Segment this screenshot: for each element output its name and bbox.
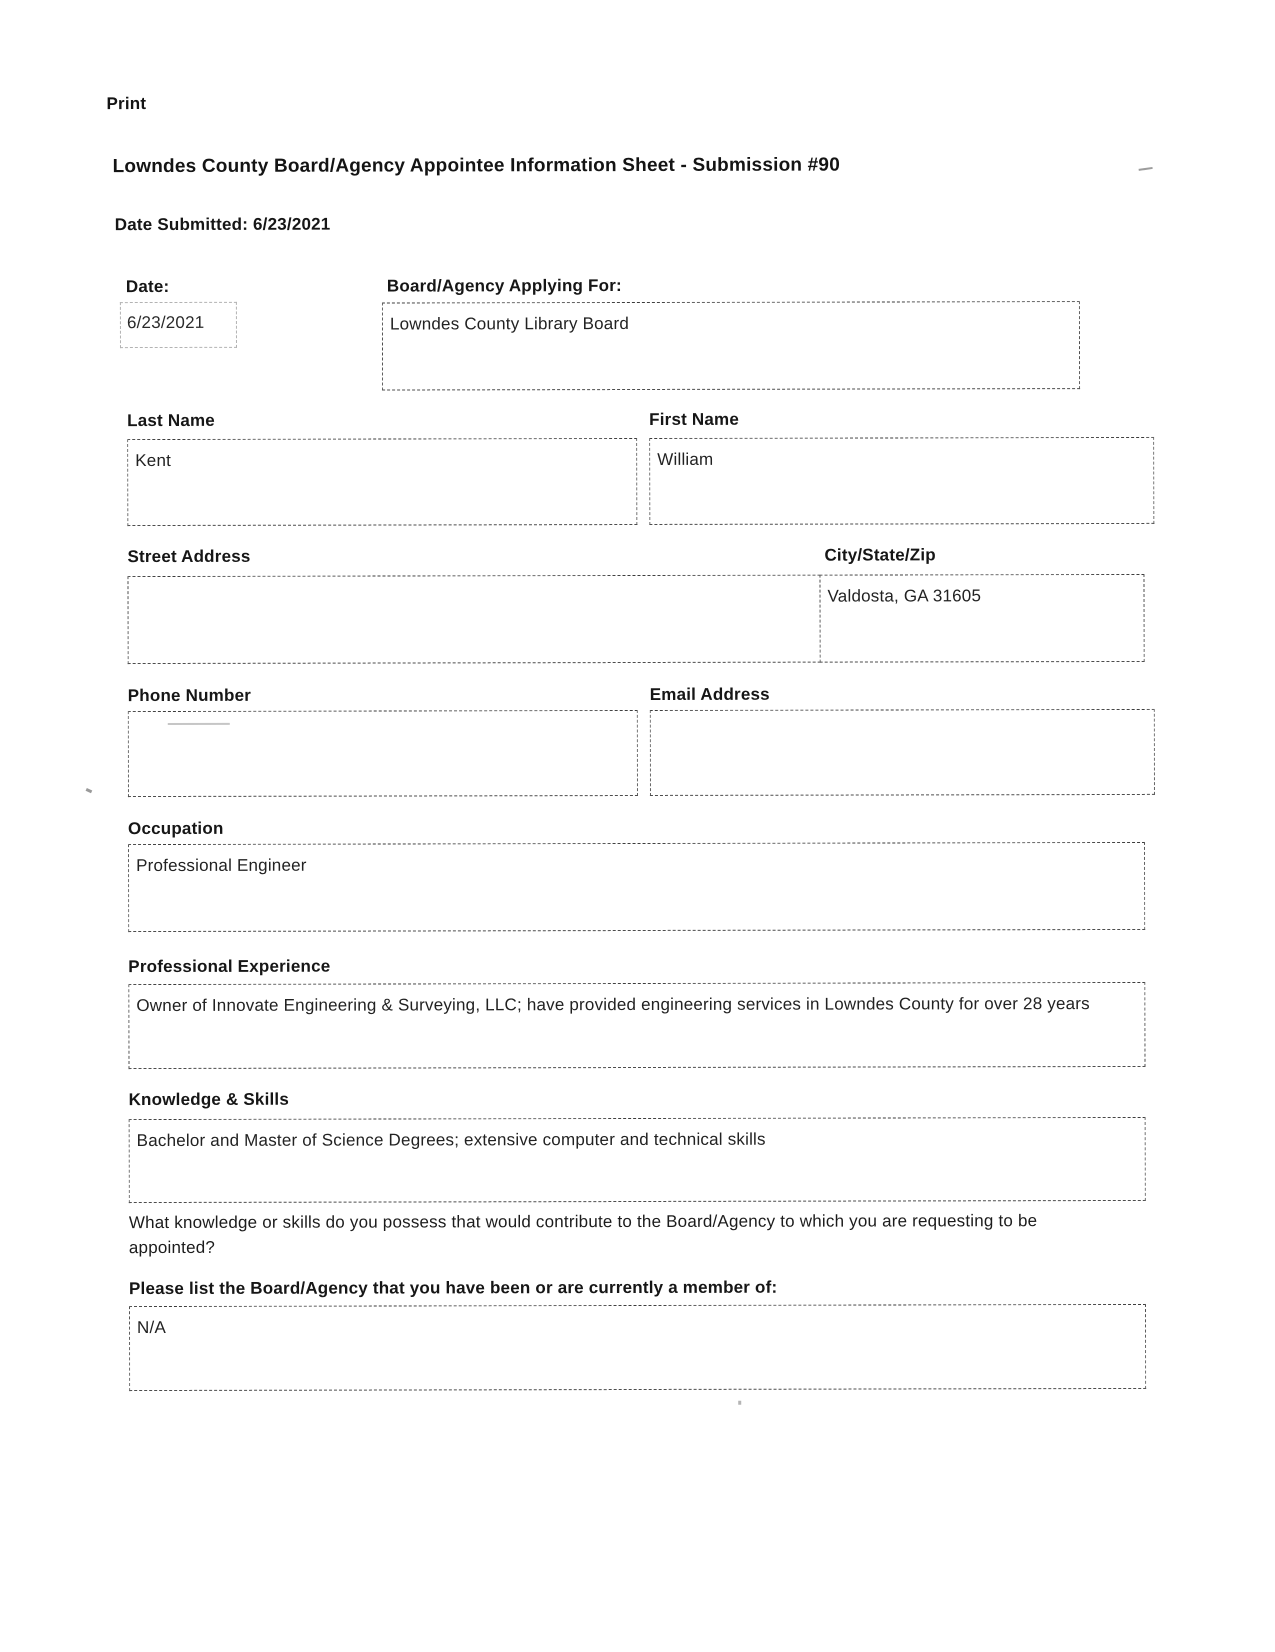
scan-artifact <box>738 1401 741 1405</box>
last-name-value: Kent <box>135 450 172 471</box>
first-name-field <box>649 437 1154 525</box>
occupation-label: Occupation <box>127 818 224 839</box>
first-name-value: William <box>657 449 714 469</box>
print-label: Print <box>106 94 147 114</box>
email-label: Email Address <box>649 684 770 704</box>
email-value <box>651 710 1154 722</box>
knowledge-skills-value: Bachelor and Master of Science Degrees; extensive computer and technical skills <box>136 1129 766 1151</box>
occupation-field <box>128 842 1145 932</box>
professional-experience-field <box>128 982 1145 1069</box>
email-field <box>650 709 1155 796</box>
professional-experience-label: Professional Experience <box>128 956 331 977</box>
city-state-zip-field <box>819 574 1144 663</box>
member-of-field <box>129 1304 1146 1391</box>
street-address-value <box>128 576 820 588</box>
board-agency-value: Lowndes County Library Board <box>389 314 629 334</box>
date-submitted: Date Submitted: 6/23/2021 <box>114 214 331 235</box>
scan-artifact <box>1139 167 1153 171</box>
date-value: 6/23/2021 <box>126 312 205 333</box>
page-title: Lowndes County Board/Agency Appointee Information Sheet - Submission #90 <box>112 154 840 178</box>
city-state-zip-label: City/State/Zip <box>824 545 936 565</box>
city-state-zip-value: Valdosta, GA 31605 <box>827 586 982 606</box>
board-agency-field <box>382 301 1080 390</box>
street-address-field <box>127 575 820 664</box>
last-name-field <box>127 438 637 526</box>
occupation-value: Professional Engineer <box>136 855 307 876</box>
date-label: Date: <box>125 276 170 297</box>
knowledge-question: What knowledge or skills do you possess that would contribute to the Board/Agency to which you are requesting to be appointed? <box>128 1211 1038 1257</box>
phone-label: Phone Number <box>127 685 252 706</box>
scan-artifact <box>168 723 230 725</box>
last-name-label: Last Name <box>127 410 215 431</box>
phone-value <box>129 711 637 723</box>
street-address-label: Street Address <box>127 546 251 567</box>
professional-experience-value: Owner of Innovate Engineering & Surveying, LLC; have provided engineering services in Lowndes County for over 28 years <box>136 994 1090 1016</box>
date-field <box>120 302 237 348</box>
member-of-label: Please list the Board/Agency that you have been or are currently a member of: <box>128 1277 778 1299</box>
member-of-value: N/A <box>137 1317 167 1338</box>
knowledge-skills-label: Knowledge & Skills <box>128 1089 290 1110</box>
first-name-label: First Name <box>649 409 740 429</box>
scan-artifact <box>86 788 93 793</box>
board-agency-label: Board/Agency Applying For: <box>386 276 622 296</box>
knowledge-skills-field <box>129 1117 1146 1203</box>
